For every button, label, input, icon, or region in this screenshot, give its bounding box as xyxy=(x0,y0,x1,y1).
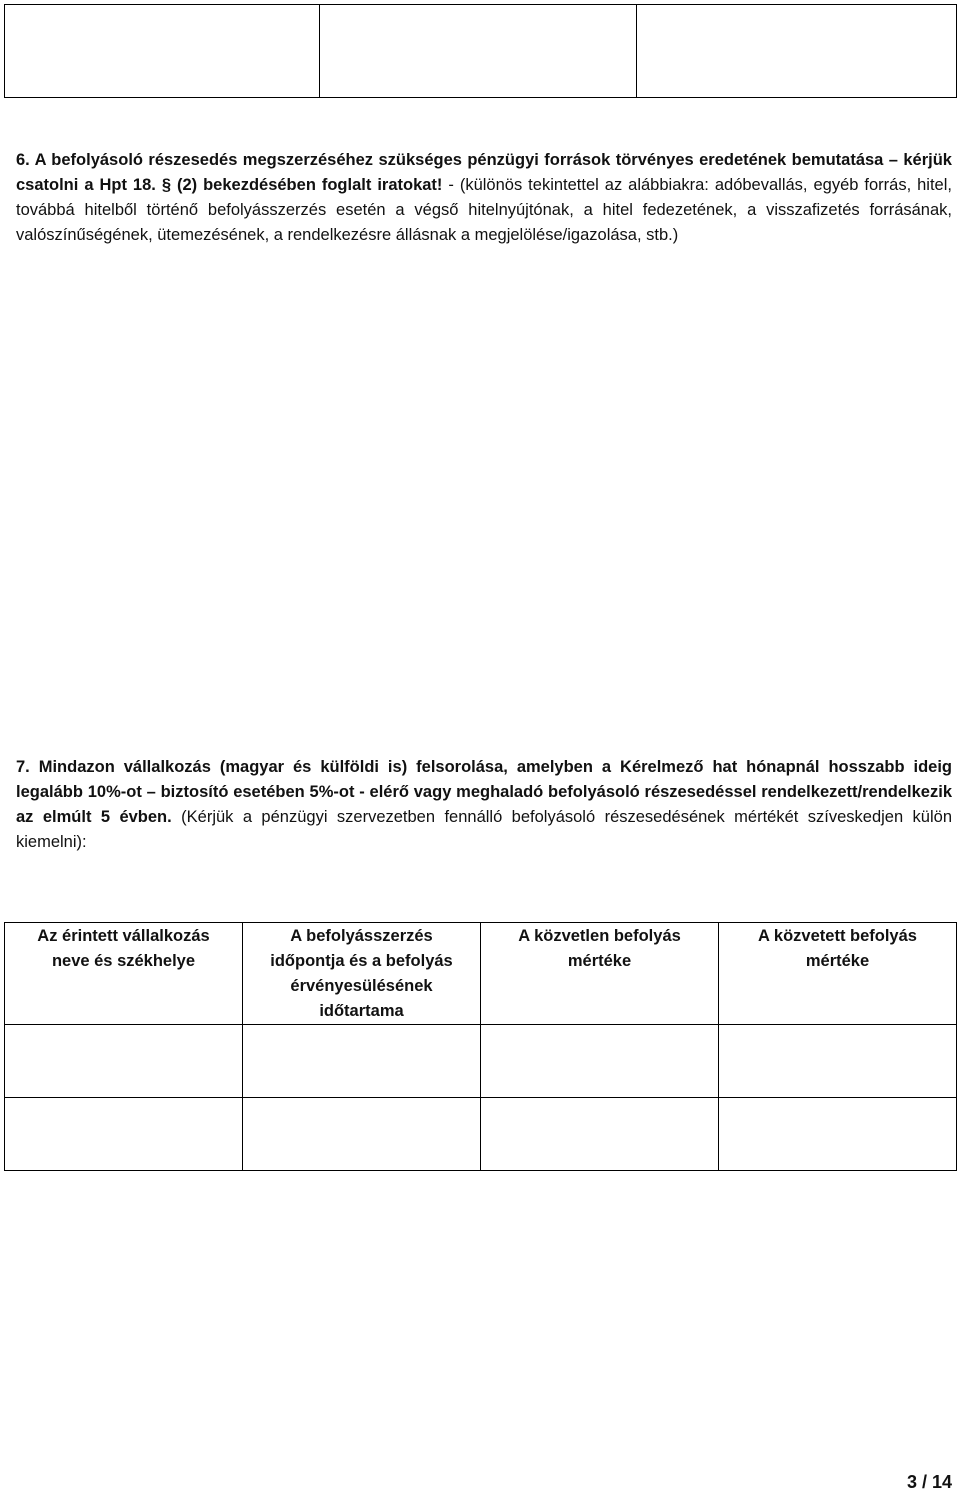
table-cell xyxy=(481,1098,719,1171)
holdings-table xyxy=(4,922,957,1171)
section-7-paragraph xyxy=(16,755,952,855)
table-header-row xyxy=(5,923,957,1025)
table-cell xyxy=(5,5,320,98)
table-cell xyxy=(719,1025,957,1098)
table-row xyxy=(5,1098,957,1171)
table-row xyxy=(5,1025,957,1098)
table-cell xyxy=(481,1025,719,1098)
table-cell xyxy=(243,1098,481,1171)
table-cell xyxy=(243,1025,481,1098)
previous-table-continuation xyxy=(4,4,957,98)
table-cell xyxy=(637,5,957,98)
header-direct-influence: A közvetlen befolyás mértéke xyxy=(481,923,719,1025)
table-cell xyxy=(320,5,637,98)
section-7-body: (Kérjük a pénzügyi szervezetben fennálló befolyásoló részesedésének mértékét szíveskedjen külön kiemelni): xyxy=(16,808,953,851)
section-6-paragraph xyxy=(16,148,952,248)
table-cell xyxy=(719,1098,957,1171)
header-company-name-seat: Az érintett vállalkozás neve és székhelye xyxy=(5,923,243,1025)
header-indirect-influence: A közvetett befolyás mértéke xyxy=(719,923,957,1025)
table-cell xyxy=(5,1025,243,1098)
table-cell xyxy=(5,1098,243,1171)
section-6-body: - (különös tekintettel az alábbiakra: adóbevallás, egyéb forrás, hitel, továbbá hitelből történő befolyásszerzés esetén a végső hitelnyújtónak, a hitel fedezetének, a visszafizetés forrásának, valószínűségének, ütemezésének, a rendelkezésre állásnak a megjelölése/igazolása, stb.) xyxy=(16,176,952,244)
section-6-heading: 6. A befolyásoló részesedés megszerzéséhez szükséges pénzügyi források törvényes eredetének bemutatása – kérjük csatolni a Hpt 18. § (2) bekezdésében foglalt iratokat! xyxy=(16,151,952,194)
section-7-heading: 7. Mindazon vállalkozás (magyar és külföldi is) felsorolása, amelyben a Kérelmező hat hónapnál hosszabb ideig legalább 10%-ot – biztosító esetében 5%-ot - elérő vagy meghaladó befolyásoló részesedéssel rendelkezett/rendelkezik az elmúlt 5 évben. xyxy=(16,758,952,826)
header-acquisition-date-duration: A befolyásszerzés időpontja és a befolyás érvényesülésének időtartama xyxy=(243,923,481,1025)
page-number: 3 / 14 xyxy=(906,1472,952,1492)
